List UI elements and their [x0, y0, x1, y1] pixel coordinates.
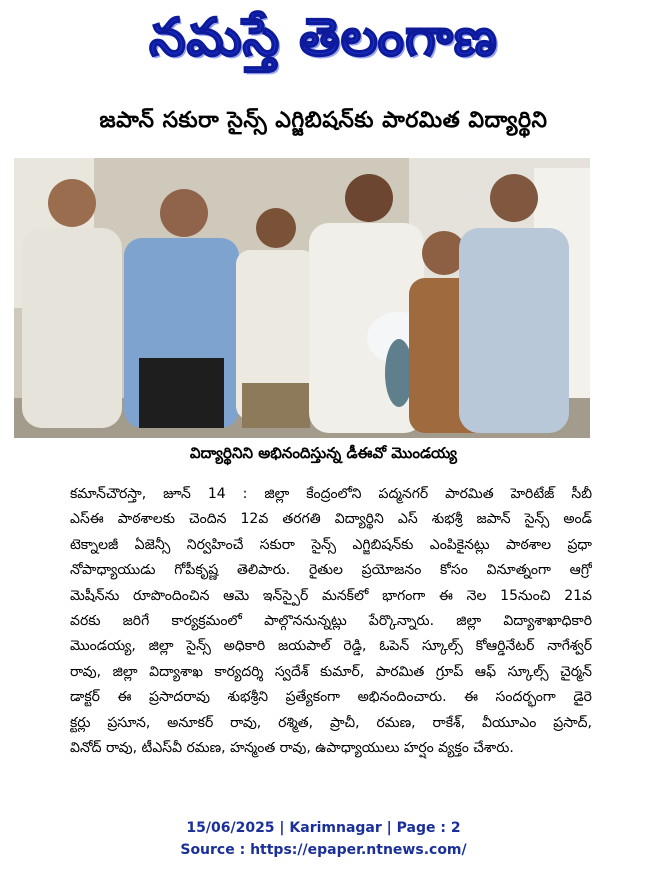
page-footer [0, 817, 647, 861]
article-headline: జపాన్ సకురా సైన్స్ ఎగ్జిబిషన్‌కు పారమిత విద్యార్థిని [99, 108, 548, 133]
article-line: మొండయ్య, జిల్లా సైన్స్ అధికారి జయపాల్ రెడ్డి, ఓపెన్ స్కూల్స్ కోఆర్డినేటర్ నాగేశ్వర్ [70, 638, 592, 655]
article-line: నోపాధ్యాయుడు గోపీకృష్ణ తెలిపారు. రైతుల ప్రయోజనం కోసం వినూత్నంగా ఆగ్రో [70, 562, 592, 579]
article-line: ఎస్ఈ పాఠశాలకు చెందిన 12వ తరగతి విద్యార్థిని ఎస్ శుభశ్రీ జపాన్ సైన్స్ అండ్ [70, 511, 592, 528]
footer-date-line: 15/06/2025 | Karimnagar | Page : 2 [186, 820, 461, 836]
masthead-title: నమస్తే తెలంగాణ [149, 8, 498, 68]
article-body [70, 482, 592, 761]
article-line: రావు, జిల్లా విద్యాశాఖ కార్యదర్శి స్వదేశ్ కుమార్, పారమిత గ్రూప్ ఆఫ్ స్కూల్స్ చైర్మన్ [70, 663, 592, 680]
article-line: మెషీన్‌ను రూపొందించిన ఆమె ఇన్‌స్పైర్ మనక్‌లో భాగంగా ఈ నెల 15నుంచి 21వ [70, 587, 592, 604]
footer-source-line: Source : https://epaper.ntnews.com/ [180, 842, 467, 858]
news-photo [14, 158, 590, 438]
article-line: కమాన్‌చౌరస్తా, జూన్ 14 : జిల్లా కేంద్రంలోని పద్మనగర్ పారమిత హెరిటేజ్ సీబీ [70, 486, 592, 502]
photo-caption: విద్యార్థినిని అభినందిస్తున్న డీఈవో మొండయ్య [189, 444, 458, 462]
article-line: టెక్నాలజీ ఏజెన్సీ నిర్వహించే సకురా సైన్స్ ఎగ్జిబిషన్‌కు ఎంపికైనట్లు పాఠశాల ప్రధా [70, 536, 592, 553]
newspaper-masthead [0, 2, 647, 74]
article-line: క్టర్లు ప్రసూన, అనూకర్ రావు, రశ్మిత, ప్రాచీ, రమణ, రాకేశ్, వీయూఎం ప్రసాద్, [70, 714, 592, 731]
article-line: వినోద్ రావు, టీఎస్‌వీ రమణ, హన్మంత రావు, ఉపాధ్యాయులు హర్షం వ్యక్తం చేశారు. [70, 739, 514, 756]
article-line: వరకు జరిగే కార్యక్రమంలో పాల్గొననున్నట్లు పేర్కొన్నారు. జిల్లా విద్యాశాఖాధికారి [70, 612, 592, 629]
article-line: డాక్టర్ ఈ ప్రసాదరావు శుభశ్రీని ప్రత్యేకంగా అభినందించారు. ఈ సందర్భంగా డైరె [70, 689, 592, 706]
